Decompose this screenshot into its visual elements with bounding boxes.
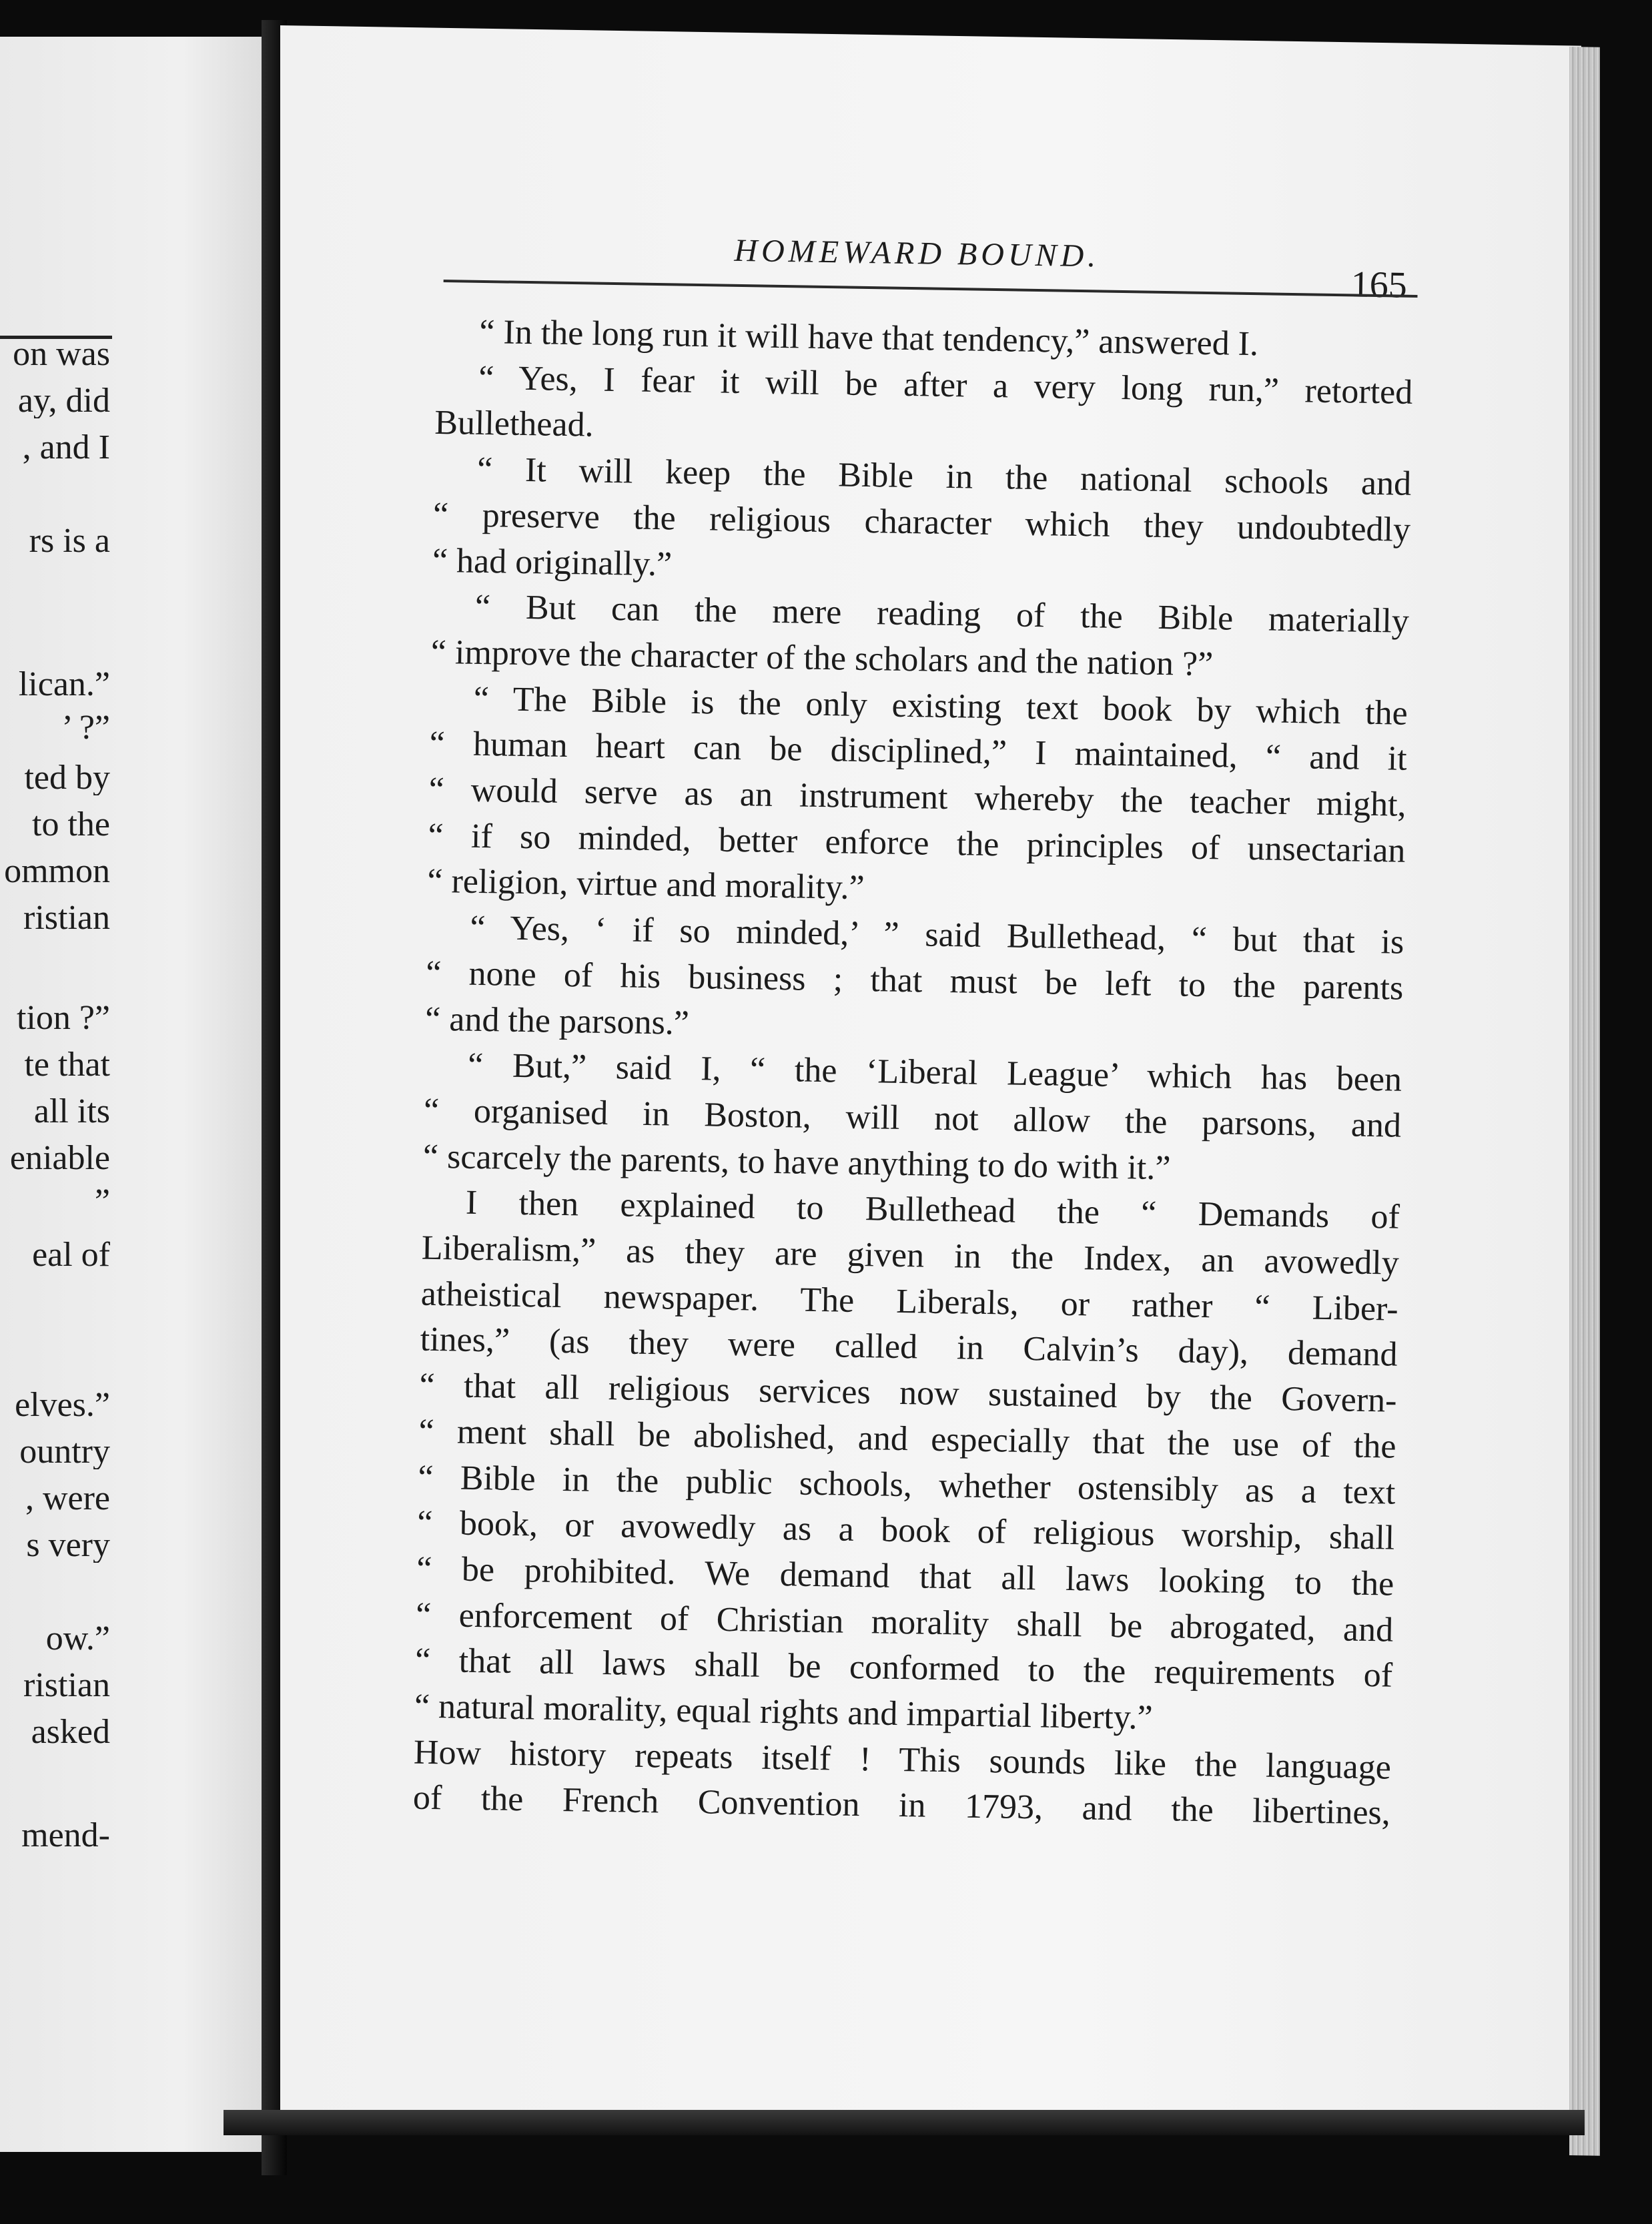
body-line: I then explained to Bullethead the “ Demands of [465, 1183, 1400, 1236]
body-line: Bullethead. [434, 403, 594, 444]
body-line: “ organised in Boston, will not allow the parsons, and [423, 1091, 1402, 1145]
body-line: “ if so minded, better enforce the principles of unsectarian [428, 816, 1406, 870]
previous-page-line: ommon [4, 854, 110, 889]
previous-page-line: to the [32, 807, 110, 842]
body-line: “ In the long run it will have that tendency,” answered I. [479, 312, 1259, 364]
body-line: “ book, or avowedly as a book of religious worship, shall [416, 1503, 1395, 1557]
previous-page-line: on was [13, 337, 110, 372]
previous-page-line: lican.” [18, 667, 110, 702]
body-line: “ It will keep the Bible in the national schools and [476, 450, 1412, 503]
body-line: “ would serve as an instrument whereby the teacher might, [428, 770, 1406, 824]
previous-page-line: rs is a [29, 524, 110, 559]
body-line: “ and the parsons.” [424, 1000, 690, 1042]
previous-page-line: asked [31, 1715, 110, 1750]
body-line: “ none of his business ; that must be left to the parents [425, 954, 1404, 1008]
body-line: “ ment shall be abolished, and especially that the use of the [418, 1412, 1396, 1466]
previous-page-line: ristian [23, 1668, 110, 1703]
body-line: “ Yes, I fear it will be after a very long run,” retorted [478, 358, 1413, 412]
body-line: “ that all laws shall be conformed to the requirements of [414, 1641, 1393, 1695]
body-line: “ The Bible is the only existing text book by which the [473, 679, 1408, 733]
page-number: 165 [1350, 264, 1408, 306]
body-line: of the French Convention in 1793, and the libertines, [412, 1778, 1391, 1832]
body-line: “ But,” said I, “ the ‘Liberal League’ which has been [467, 1046, 1402, 1099]
previous-page-line: te that [24, 1048, 110, 1082]
header-rule [444, 280, 1418, 298]
previous-page-line: ay, did [17, 384, 110, 418]
body-line: How history repeats itself ! This sounds like the language [413, 1733, 1392, 1787]
previous-page-line: ” [94, 1184, 110, 1219]
body-line: “ preserve the religious character which they undoubtedly [432, 495, 1411, 549]
body-line: “ that all religious services now sustained by the Govern- [419, 1366, 1397, 1420]
body-line: “ Bible in the public schools, whether ostensibly as a text [418, 1458, 1396, 1512]
body-line: “ human heart can be disciplined,” I maintained, “ and it [429, 724, 1408, 778]
body-line: “ had originally.” [432, 541, 673, 584]
body-line: “ But can the mere reading of the Bible materially [474, 587, 1410, 641]
body-line: “ improve the character of the scholars and the nation ?” [430, 633, 1214, 684]
previous-page-line: ow.” [45, 1621, 110, 1656]
body-line: atheistical newspaper. The Liberals, or rather “ Liber- [420, 1274, 1399, 1329]
previous-page-line: ountry [19, 1435, 110, 1469]
body-line: tines,” (as they were called in Calvin’s day), demand [420, 1320, 1398, 1374]
previous-page-line: , were [25, 1481, 110, 1516]
body-line: “ scarcely the parents, to have anything to do with it.” [422, 1137, 1171, 1188]
previous-page-line: s very [26, 1528, 110, 1563]
previous-page-line: all its [33, 1094, 110, 1129]
previous-page-line: ’ ?” [61, 711, 110, 745]
body-line: “ enforcement of Christian morality shall be abrogated, and [415, 1595, 1394, 1649]
previous-page-line: elves.” [15, 1388, 110, 1423]
previous-page-line: eniable [9, 1141, 110, 1176]
body-line: “ natural morality, equal rights and impartial liberty.” [414, 1687, 1153, 1737]
previous-page-line: tion ?” [16, 1001, 110, 1036]
previous-page-line: eal of [32, 1238, 110, 1272]
previous-page-line: mend- [21, 1818, 110, 1853]
body-line: Liberalism,” as they are given in the Index, an avowedly [421, 1228, 1400, 1282]
previous-page-line: , and I [22, 430, 110, 465]
previous-page-line: ristian [23, 901, 110, 936]
body-line: “ religion, virtue and morality.” [427, 861, 865, 907]
previous-page-line: ted by [24, 761, 110, 795]
body-line: “ be prohibited. We demand that all laws looking to the [416, 1549, 1394, 1603]
running-head: HOMEWARD BOUND. [734, 232, 1100, 274]
body-line: “ Yes, ‘ if so minded,’ ” said Bullethead, “ but that is [470, 908, 1404, 962]
